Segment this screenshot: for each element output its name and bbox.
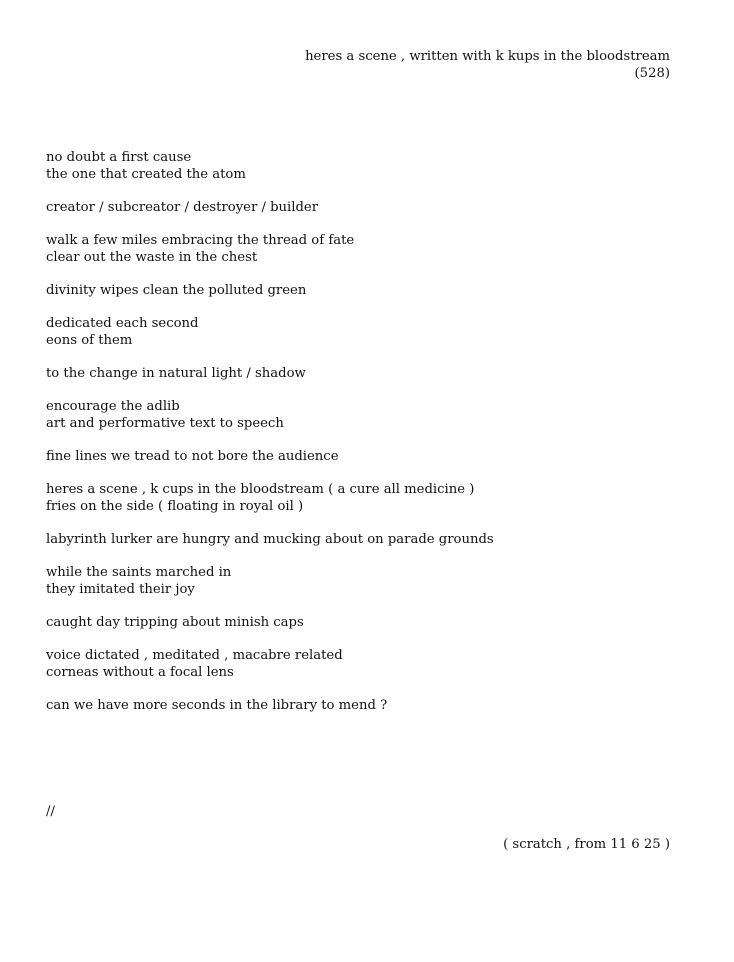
stanza bbox=[46, 448, 686, 465]
section-divider: // bbox=[46, 804, 55, 819]
poem-footer-note: ( scratch , from 11 6 25 ) bbox=[503, 837, 670, 852]
stanza bbox=[46, 315, 686, 349]
poem-header bbox=[305, 48, 670, 82]
poem-line: corneas without a focal lens bbox=[46, 665, 234, 680]
poem-body bbox=[46, 149, 686, 730]
poem-line: the one that created the atom bbox=[46, 167, 246, 182]
stanza bbox=[46, 149, 686, 183]
poem-line: heres a scene , k cups in the bloodstream ( a cure all medicine ) bbox=[46, 482, 475, 497]
stanza bbox=[46, 614, 686, 631]
poem-line: voice dictated , meditated , macabre related bbox=[46, 648, 343, 663]
poem-line: labyrinth lurker are hungry and mucking about on parade grounds bbox=[46, 532, 494, 547]
poem-line: they imitated their joy bbox=[46, 582, 195, 597]
poem-line: dedicated each second bbox=[46, 316, 199, 331]
stanza bbox=[46, 282, 686, 299]
poem-line: fine lines we tread to not bore the audience bbox=[46, 449, 339, 464]
poem-line: art and performative text to speech bbox=[46, 416, 284, 431]
stanza bbox=[46, 697, 686, 714]
poem-line: caught day tripping about minish caps bbox=[46, 615, 304, 630]
poem-line: fries on the side ( floating in royal oil ) bbox=[46, 499, 304, 514]
poem-line: divinity wipes clean the polluted green bbox=[46, 283, 307, 298]
poem-line: no doubt a first cause bbox=[46, 150, 192, 165]
poem-line: walk a few miles embracing the thread of fate bbox=[46, 233, 355, 248]
stanza bbox=[46, 481, 686, 515]
poem-line: to the change in natural light / shadow bbox=[46, 366, 306, 381]
poem-line: clear out the waste in the chest bbox=[46, 250, 258, 265]
stanza bbox=[46, 531, 686, 548]
stanza bbox=[46, 365, 686, 382]
poem-line: encourage the adlib bbox=[46, 399, 180, 414]
poem-line: can we have more seconds in the library to mend ? bbox=[46, 698, 388, 713]
stanza bbox=[46, 564, 686, 598]
stanza bbox=[46, 232, 686, 266]
poem-line: creator / subcreator / destroyer / builder bbox=[46, 200, 319, 215]
stanza bbox=[46, 199, 686, 216]
stanza bbox=[46, 398, 686, 432]
poem-line: eons of them bbox=[46, 333, 133, 348]
poem-number: (528) bbox=[634, 66, 670, 81]
poem-title: heres a scene , written with k kups in the bloodstream bbox=[305, 49, 670, 64]
stanza bbox=[46, 647, 686, 681]
poem-line: while the saints marched in bbox=[46, 565, 232, 580]
